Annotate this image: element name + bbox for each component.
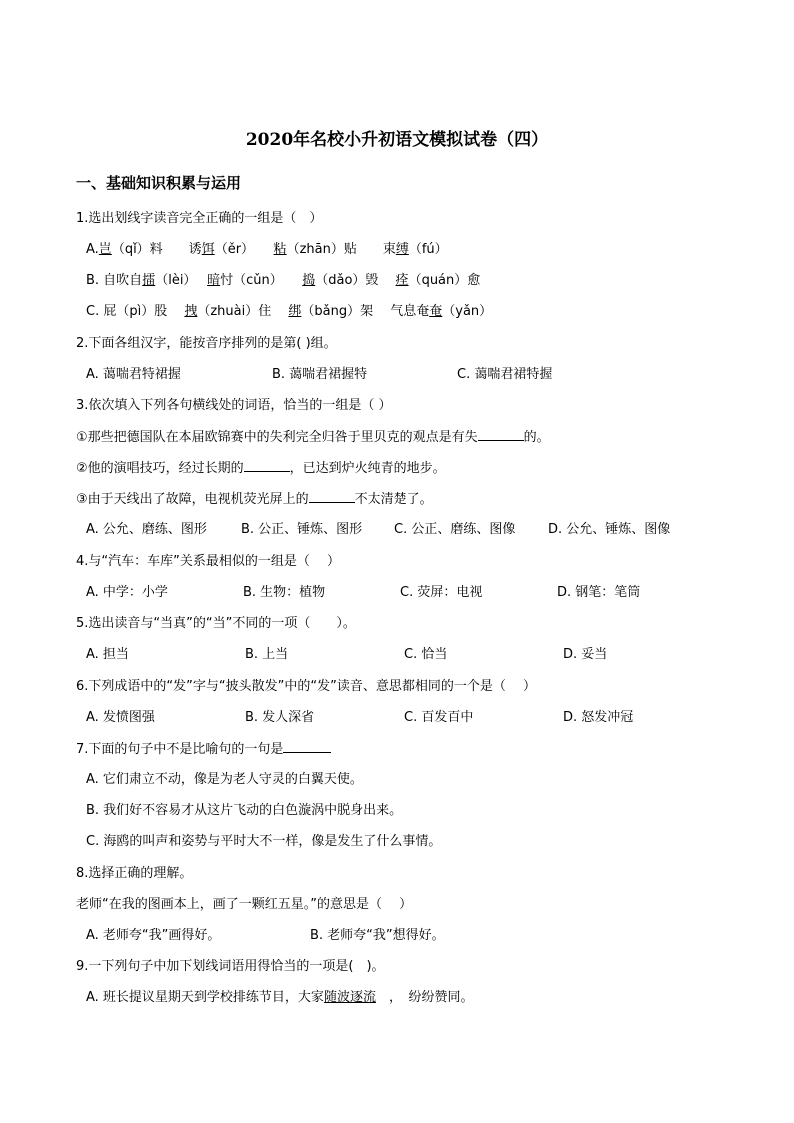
question-7-option-a: A. 它们肃立不动，像是为老人守灵的白翼天使。: [86, 772, 363, 787]
question-6-option-c: C. 百发百中: [404, 710, 474, 725]
question-5-stem: 5.选出读音与“当真”的“当”不同的一项（ ）。: [76, 616, 356, 631]
question-2-option-c: C. 蔼喘君裙特握: [457, 367, 553, 382]
question-3-option-c: C. 公正、磨练、图像: [394, 522, 516, 537]
section-heading: 一、基础知识积累与运用: [76, 174, 242, 192]
question-3-option-d: D. 公允、锤炼、图像: [548, 522, 671, 537]
question-4-option-c: C. 荧屏：电视: [400, 585, 483, 600]
fill-blank: [478, 428, 524, 441]
question-7-option-c: C. 海鸥的叫声和姿势与平时大不一样，像是发生了什么事情。: [86, 834, 442, 849]
question-3-option-b: B. 公正、锤炼、图形: [241, 522, 363, 537]
question-1-option-b: B. 自吹自擂（lèi） 暗忖（cǔn） 捣（dǎo）毁 痊（quán）愈: [86, 273, 481, 288]
fill-blank: [283, 740, 331, 753]
question-2-option-a: A. 蔼喘君特裙握: [86, 367, 181, 382]
question-8-option-a: A. 老师夸“我”画得好。: [86, 928, 221, 943]
question-3-option-a: A. 公允、磨练、图形: [86, 522, 207, 537]
question-4-option-b: B. 生物：植物: [243, 585, 326, 600]
question-3-stem: 3.依次填入下列各句横线处的词语，恰当的一组是（ ）: [76, 398, 392, 413]
question-4-stem: 4.与“汽车：车库”关系最相似的一组是（ ）: [76, 554, 341, 569]
question-2-option-b: B. 蔼喘君裙握特: [272, 367, 368, 382]
page-title: 2020年名校小升初语文模拟试卷（四）: [245, 130, 549, 150]
fill-blank: [309, 490, 355, 503]
question-4-option-d: D. 钢笔：笔筒: [557, 585, 641, 600]
question-3-sentence-2: ②他的演唱技巧，经过长期的 ，已达到炉火纯青的地步。: [76, 461, 446, 476]
question-1-option-c: C. 屁（pì）股 拽（zhuài）住 绑（bǎng）架 气息奄奄（yǎn）: [86, 304, 493, 319]
question-9-option-a: A. 班长提议星期天到学校排练节目，大家随波逐流 ， 纷纷赞同。: [86, 990, 474, 1005]
question-5-option-b: B. 上当: [245, 647, 289, 662]
question-6-option-a: A. 发愤图强: [86, 710, 155, 725]
question-8-stem: 8.选择正确的理解。: [76, 866, 193, 881]
question-1-option-a: A.岂（qǐ）料 诱饵（ěr） 粘（zhān）贴 束缚（fú）: [86, 242, 448, 257]
question-6-option-d: D. 怒发冲冠: [563, 710, 634, 725]
question-8-sub: 老师“在我的图画本上，画了一颗红五星。”的意思是（ ）: [76, 897, 413, 912]
question-7-stem: 7.下面的句子中不是比喻句的一句是: [76, 740, 331, 759]
question-3-sentence-3: ③由于天线出了故障，电视机荧光屏上的 不太清楚了。: [76, 492, 433, 507]
question-9-stem: 9.一下列句子中加下划线词语用得恰当的一项是( )。: [76, 959, 385, 974]
question-5-option-d: D. 妥当: [563, 647, 608, 662]
question-4-option-a: A. 中学：小学: [86, 585, 168, 600]
question-1-stem: 1.选出划线字读音完全正确的一组是（ ）: [76, 211, 323, 226]
question-5-option-a: A. 担当: [86, 647, 129, 662]
question-2-stem: 2.下面各组汉字，能按音序排列的是第( )组。: [76, 336, 337, 351]
question-8-option-b: B. 老师夸“我”想得好。: [310, 928, 445, 943]
question-6-stem: 6.下列成语中的“发”字与“披头散发”中的“发”读音、意思都相同的一个是（ ）: [76, 679, 536, 694]
question-5-option-c: C. 恰当: [404, 647, 448, 662]
question-7-option-b: B. 我们好不容易才从这片飞动的白色漩涡中脱身出来。: [86, 803, 403, 818]
question-3-sentence-1: ①那些把德国队在本届欧锦赛中的失利完全归咎于里贝克的观点是有失 的。: [76, 430, 550, 445]
fill-blank: [244, 459, 290, 472]
question-6-option-b: B. 发人深省: [245, 710, 315, 725]
